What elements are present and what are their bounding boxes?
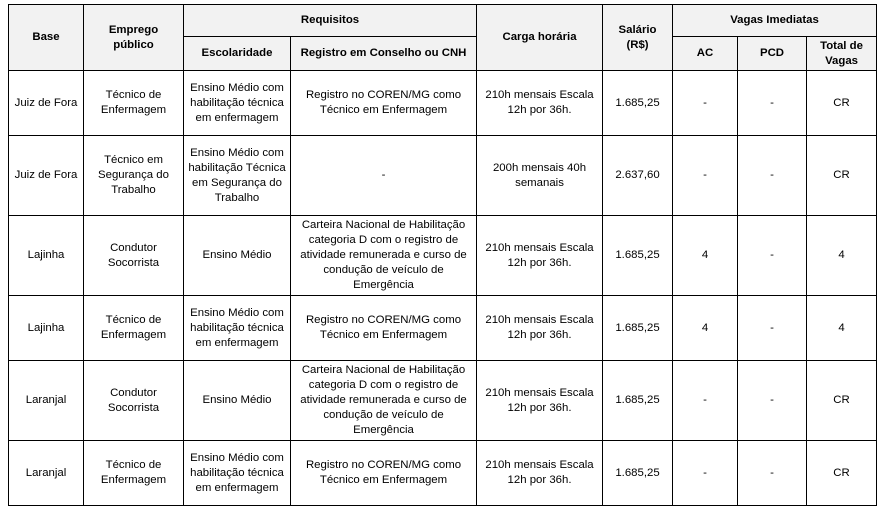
cell-pcd: - xyxy=(738,71,807,136)
cell-registro: Carteira Nacional de Habilitação categoria D com o registro de atividade remunerada e curso de condução de veículo de Emergência xyxy=(291,216,477,296)
cell-total: CR xyxy=(807,136,877,216)
cell-emprego: Técnico de Enfermagem xyxy=(84,296,184,361)
cell-base: Juiz de Fora xyxy=(9,136,84,216)
header-base: Base xyxy=(9,5,84,71)
table-row xyxy=(9,361,877,441)
cell-emprego: Técnico em Segurança do Trabalho xyxy=(84,136,184,216)
cell-escolaridade: Ensino Médio com habilitação técnica em enfermagem xyxy=(184,441,291,506)
cell-salario: 1.685,25 xyxy=(603,296,673,361)
cell-salario: 1.685,25 xyxy=(603,441,673,506)
cell-carga: 210h mensais Escala 12h por 36h. xyxy=(477,441,603,506)
cell-base: Laranjal xyxy=(9,441,84,506)
cell-carga: 210h mensais Escala 12h por 36h. xyxy=(477,361,603,441)
cell-base: Lajinha xyxy=(9,216,84,296)
cell-escolaridade: Ensino Médio xyxy=(184,361,291,441)
cell-escolaridade: Ensino Médio com habilitação técnica em enfermagem xyxy=(184,296,291,361)
table-row xyxy=(9,71,877,136)
table-row xyxy=(9,441,877,506)
cell-pcd: - xyxy=(738,361,807,441)
cell-emprego: Técnico de Enfermagem xyxy=(84,71,184,136)
header-registro: Registro em Conselho ou CNH xyxy=(291,37,477,71)
cell-pcd: - xyxy=(738,296,807,361)
cell-total: CR xyxy=(807,441,877,506)
cell-escolaridade: Ensino Médio com habilitação Técnica em Segurança do Trabalho xyxy=(184,136,291,216)
cell-registro: Registro no COREN/MG como Técnico em Enfermagem xyxy=(291,296,477,361)
cell-ac: 4 xyxy=(673,296,738,361)
header-row-top xyxy=(9,5,877,37)
cell-salario: 1.685,25 xyxy=(603,216,673,296)
cell-ac: 4 xyxy=(673,216,738,296)
cell-emprego: Técnico de Enfermagem xyxy=(84,441,184,506)
header-total: Total de Vagas xyxy=(807,37,877,71)
cell-emprego: Condutor Socorrista xyxy=(84,361,184,441)
table-row xyxy=(9,216,877,296)
header-vagas: Vagas Imediatas xyxy=(673,5,877,37)
cell-total: 4 xyxy=(807,296,877,361)
cell-carga: 200h mensais 40h semanais xyxy=(477,136,603,216)
cell-total: CR xyxy=(807,71,877,136)
cell-carga: 210h mensais Escala 12h por 36h. xyxy=(477,296,603,361)
cell-base: Juiz de Fora xyxy=(9,71,84,136)
cell-ac: - xyxy=(673,361,738,441)
cell-pcd: - xyxy=(738,136,807,216)
header-requisitos: Requisitos xyxy=(184,5,477,37)
cell-ac: - xyxy=(673,441,738,506)
cell-ac: - xyxy=(673,71,738,136)
header-salario: Salário (R$) xyxy=(603,5,673,71)
cell-salario: 2.637,60 xyxy=(603,136,673,216)
cell-registro: - xyxy=(291,136,477,216)
cell-carga: 210h mensais Escala 12h por 36h. xyxy=(477,71,603,136)
cell-base: Laranjal xyxy=(9,361,84,441)
header-ac: AC xyxy=(673,37,738,71)
cell-carga: 210h mensais Escala 12h por 36h. xyxy=(477,216,603,296)
cell-ac: - xyxy=(673,136,738,216)
cell-pcd: - xyxy=(738,216,807,296)
cell-registro: Registro no COREN/MG como Técnico em Enfermagem xyxy=(291,441,477,506)
vagas-table xyxy=(8,4,877,506)
header-emprego: Emprego público xyxy=(84,5,184,71)
cell-total: CR xyxy=(807,361,877,441)
cell-salario: 1.685,25 xyxy=(603,71,673,136)
cell-registro: Carteira Nacional de Habilitação categoria D com o registro de atividade remunerada e curso de condução de veículo de Emergência xyxy=(291,361,477,441)
cell-base: Lajinha xyxy=(9,296,84,361)
table-row xyxy=(9,296,877,361)
cell-salario: 1.685,25 xyxy=(603,361,673,441)
table-row xyxy=(9,136,877,216)
cell-escolaridade: Ensino Médio xyxy=(184,216,291,296)
cell-pcd: - xyxy=(738,441,807,506)
cell-emprego: Condutor Socorrista xyxy=(84,216,184,296)
header-carga: Carga horária xyxy=(477,5,603,71)
cell-registro: Registro no COREN/MG como Técnico em Enfermagem xyxy=(291,71,477,136)
header-escolaridade: Escolaridade xyxy=(184,37,291,71)
cell-total: 4 xyxy=(807,216,877,296)
header-pcd: PCD xyxy=(738,37,807,71)
cell-escolaridade: Ensino Médio com habilitação técnica em enfermagem xyxy=(184,71,291,136)
